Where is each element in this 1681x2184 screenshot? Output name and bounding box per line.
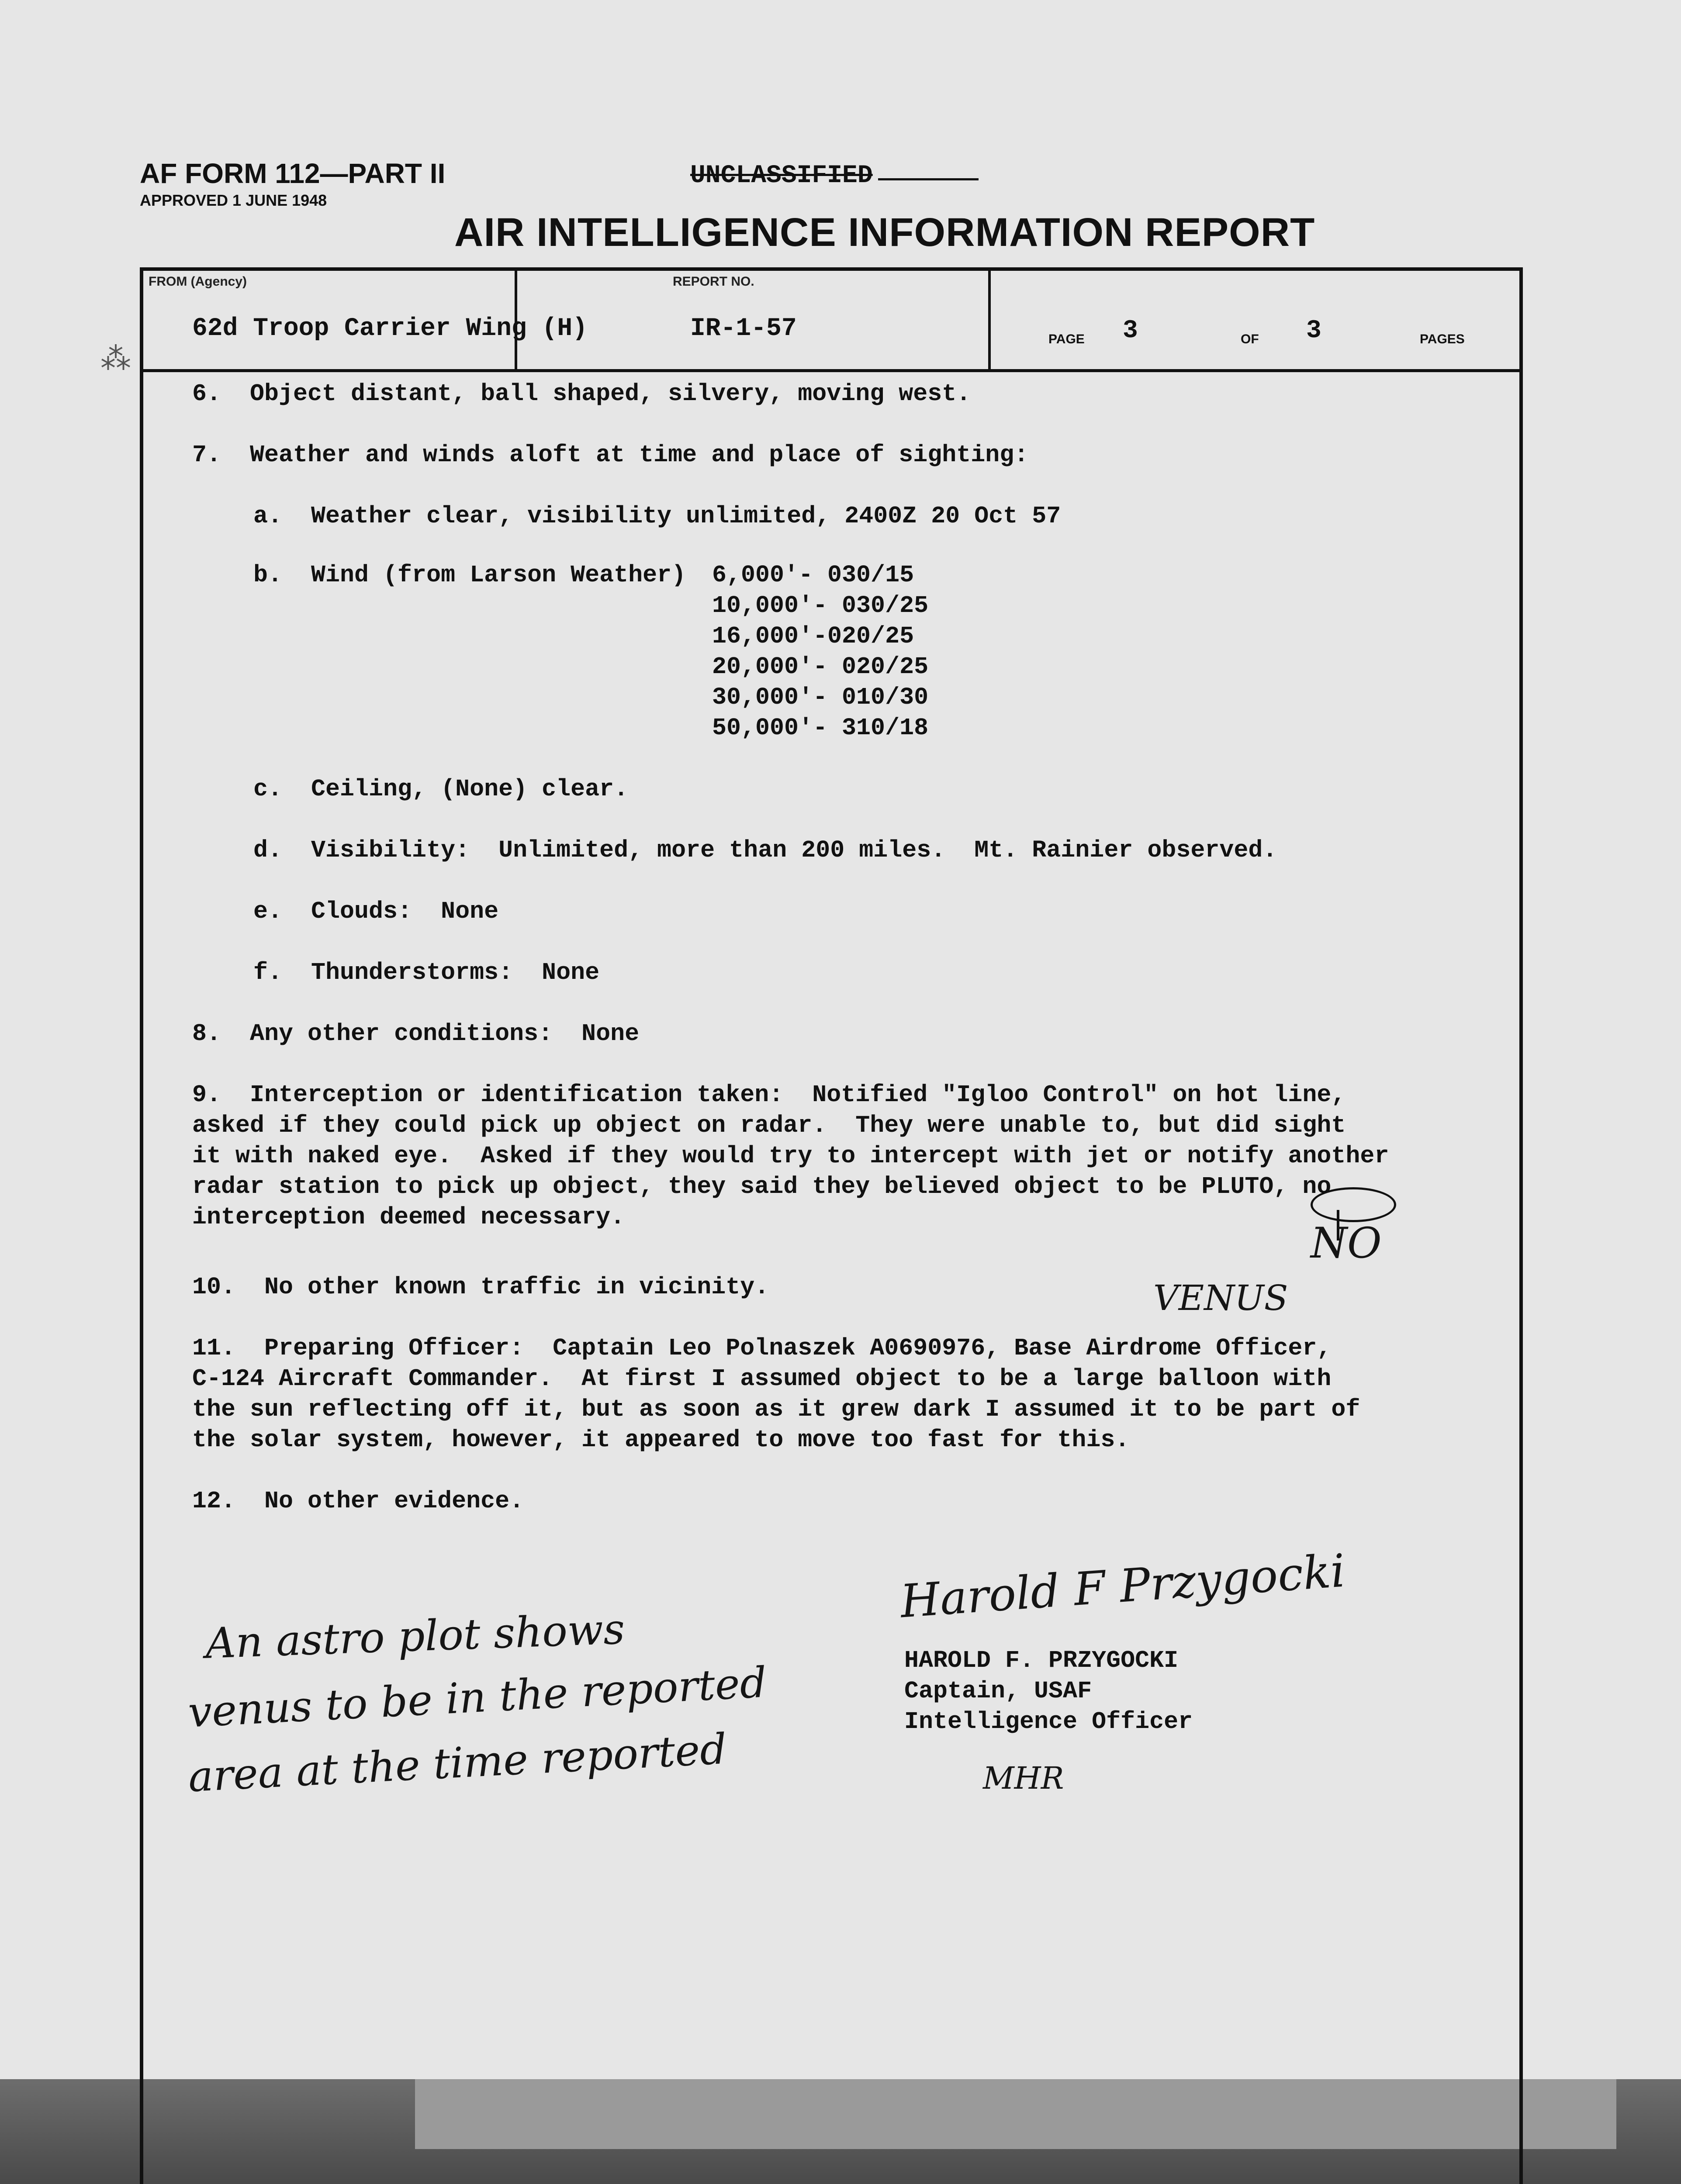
wind-30000: 30,000'- 010/30 (712, 684, 929, 711)
form-approval-date: APPROVED 1 JUNE 1948 (140, 191, 327, 209)
pluto-circle-mark (1311, 1187, 1396, 1222)
item-9-line-2: asked if they could pick up object on radar. They were unable to, but did sight (192, 1112, 1346, 1139)
handwritten-note-line-2: venus to be in the reported (187, 1658, 768, 1737)
item-8: 8. Any other conditions: None (192, 1020, 640, 1047)
classification-marking: UNCLASSIFIED (690, 162, 873, 190)
item-9-line-5: interception deemed necessary. (192, 1203, 625, 1231)
signer-title: Intelligence Officer (904, 1708, 1193, 1735)
item-10: 10. No other known traffic in vicinity. (192, 1273, 769, 1301)
item-6: 6. Object distant, ball shaped, silvery, moving west. (192, 380, 971, 408)
handwritten-venus: VENUS (1153, 1278, 1288, 1318)
handwritten-no: NO (1311, 1219, 1382, 1268)
signer-name: HAROLD F. PRZYGOCKI (904, 1647, 1179, 1674)
form-number: AF FORM 112—PART II (140, 158, 446, 189)
wind-50000: 50,000'- 310/18 (712, 714, 929, 742)
item-7c: c. Ceiling, (None) clear. (253, 775, 629, 803)
item-7: 7. Weather and winds aloft at time and place of sighting: (192, 441, 1029, 469)
item-12: 12. No other evidence. (192, 1487, 524, 1515)
page-total: 3 (1306, 317, 1321, 345)
from-value: 62d Troop Carrier Wing (H) (192, 314, 588, 343)
report-number: IR-1-57 (690, 314, 797, 343)
from-caption: FROM (Agency) (149, 274, 247, 289)
classification-rule (878, 178, 979, 180)
handwritten-note-line-3: area at the time reported (187, 1724, 728, 1802)
item-7a: a. Weather clear, visibility unlimited, 2400Z 20 Oct 57 (253, 502, 1061, 530)
page-number: 3 (1123, 317, 1138, 345)
item-11-line-3: the sun reflecting off it, but as soon as it grew dark I assumed it to be part of (192, 1396, 1360, 1423)
of-label: OF (1241, 332, 1259, 346)
item-7e: e. Clouds: None (253, 898, 499, 925)
item-11-line-4: the solar system, however, it appeared to move too fast for this. (192, 1426, 1130, 1454)
item-9-line-4: radar station to pick up object, they said they believed object to be PLUTO, no (192, 1173, 1332, 1200)
pages-label: PAGES (1420, 332, 1465, 346)
staple-mark: ⁂ (100, 344, 131, 379)
wind-20000: 20,000'- 020/25 (712, 653, 929, 681)
report-title: AIR INTELLIGENCE INFORMATION REPORT (454, 210, 1315, 255)
handwritten-initials: MHR (983, 1760, 1064, 1796)
header-divider-2 (988, 267, 991, 372)
item-9-line-3: it with naked eye. Asked if they would try to intercept with jet or notify another (192, 1142, 1389, 1170)
wind-16000: 16,000'-020/25 (712, 622, 914, 650)
item-7f: f. Thunderstorms: None (253, 959, 600, 986)
handwritten-note-line-1: An astro plot shows (204, 1604, 626, 1668)
page-label: PAGE (1048, 332, 1085, 346)
wind-6000: 6,000'- 030/15 (712, 561, 914, 589)
report-caption: REPORT NO. (673, 274, 754, 289)
item-11-line-2: C-124 Aircraft Commander. At first I assumed object to be a large balloon with (192, 1365, 1332, 1393)
form-identifier (140, 157, 445, 210)
item-7d: d. Visibility: Unlimited, more than 200 miles. Mt. Rainier observed. (253, 836, 1277, 864)
item-7b-label: b. Wind (from Larson Weather) (253, 561, 686, 589)
wind-10000: 10,000'- 030/25 (712, 592, 929, 619)
item-11-line-1: 11. Preparing Officer: Captain Leo Polnaszek A0690976, Base Airdrome Officer, (192, 1334, 1332, 1362)
signer-rank: Captain, USAF (904, 1677, 1092, 1705)
signature: Harold F Przygocki (898, 1544, 1347, 1628)
item-9-line-1: 9. Interception or identification taken: Notified "Igloo Control" on hot line, (192, 1081, 1346, 1109)
